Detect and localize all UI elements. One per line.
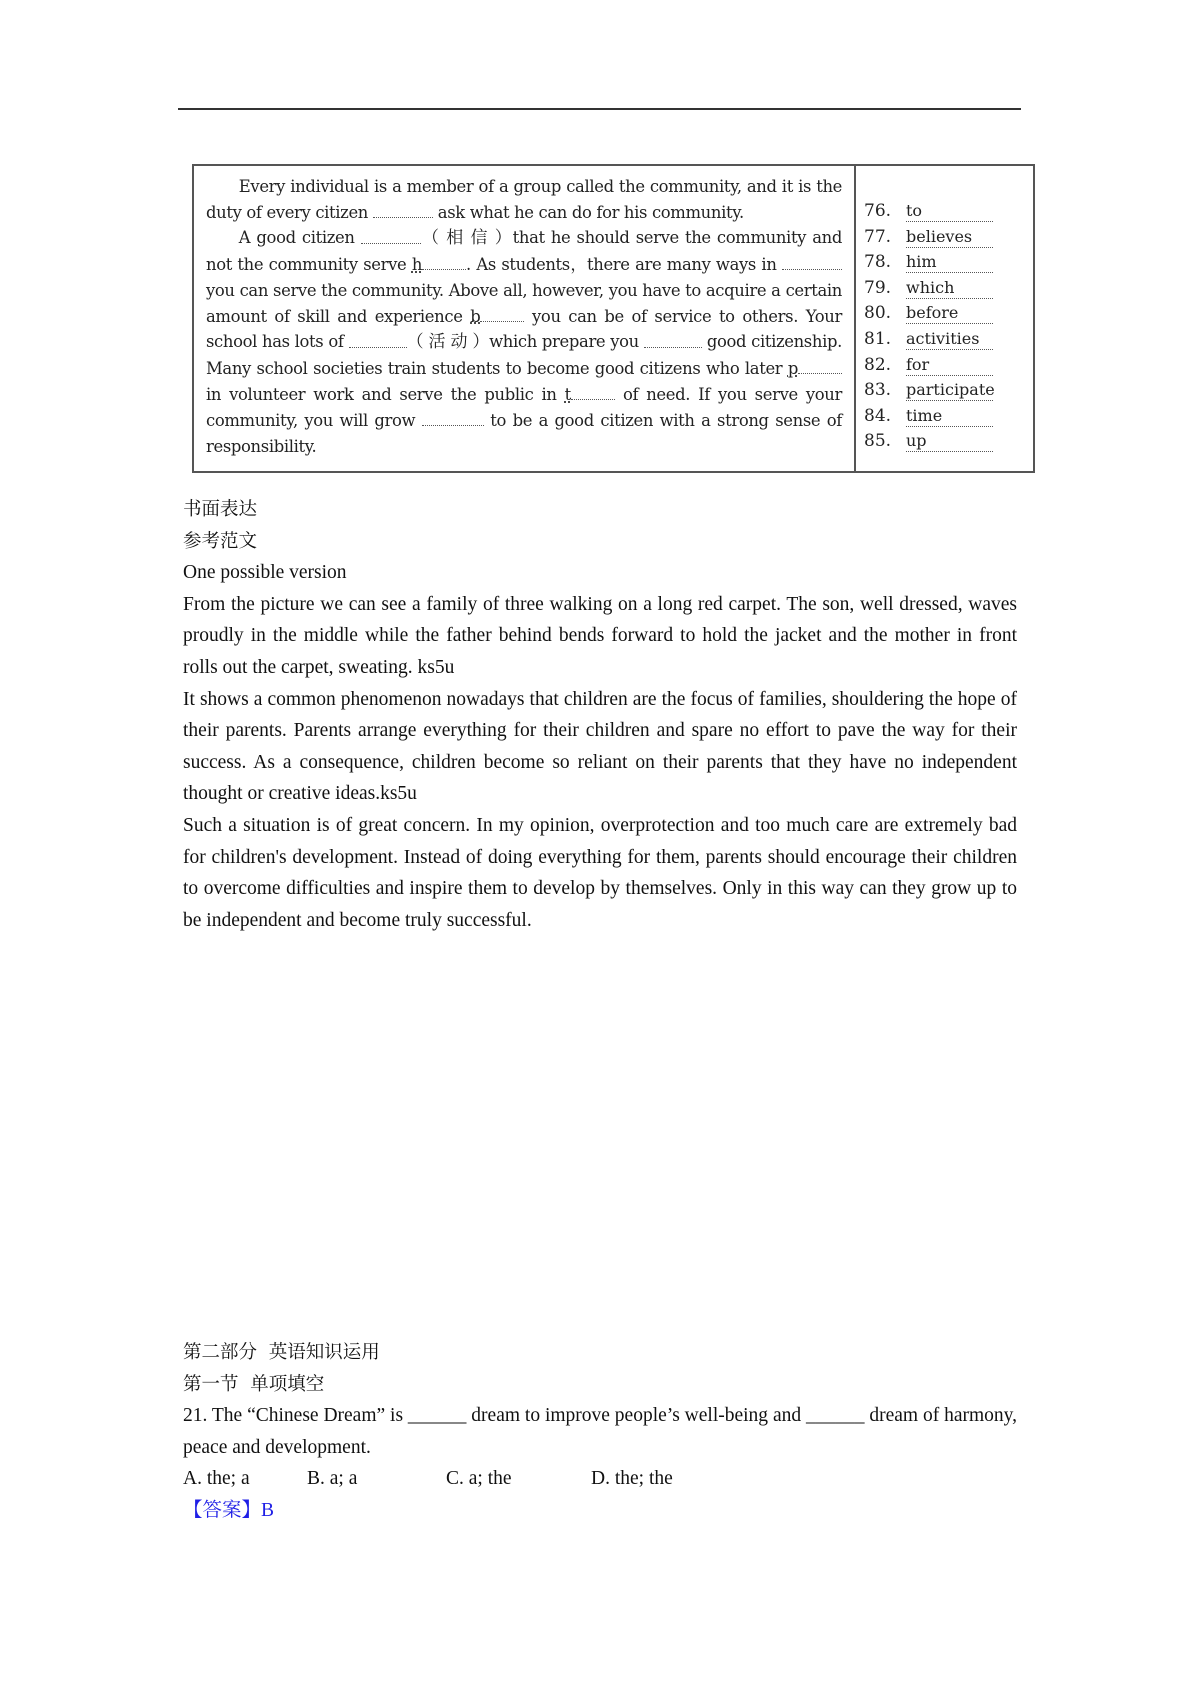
answer-row: 85. up bbox=[864, 429, 993, 455]
cloze-paragraph-2: A good citizen （ 相 信 ）that he should serve the community and not the community serve h . As students，there are many ways in you can serve the community. Above all, however, you have to acquire a certain amount of skill and experience b you can be of service to others. Your school has lots of （ 活 动 ）which prepare you good citizenship. Many school societies train students to become good citizens who later p in volunteer work and serve the public in t of need. If you serve your community, you will grow to be a good citizen with a strong sense of responsibility. bbox=[206, 225, 842, 459]
blank-78 bbox=[422, 252, 466, 270]
prefix-84: t bbox=[564, 385, 571, 405]
cloze-passage bbox=[206, 174, 842, 459]
option-c: C. a; the bbox=[446, 1468, 512, 1490]
header-rule bbox=[178, 108, 1021, 110]
essay-paragraph: From the picture we can see a family of three walking on a long red carpet. The son, well dressed, waves proudly in the middle while the father behind bends forward to hold the jacket and the mother in front rolls out the carpet, sweating. ks5u bbox=[183, 593, 1017, 678]
answer-list bbox=[864, 199, 993, 455]
chinese-hint: （ 活 动 ） bbox=[406, 332, 490, 353]
prefix-83: p bbox=[787, 359, 798, 379]
answer-row: 79. which bbox=[864, 276, 993, 302]
section-heading: 书面表达 bbox=[183, 499, 258, 520]
prefix-78: h bbox=[411, 255, 423, 275]
option-b: B. a; a bbox=[307, 1468, 358, 1490]
answer-row: 77. believes bbox=[864, 225, 993, 251]
answer-options bbox=[183, 1463, 1017, 1495]
version-label: One possible version bbox=[183, 562, 347, 584]
blank-85 bbox=[422, 408, 484, 426]
subsection-heading: 第一节 单项填空 bbox=[183, 1373, 325, 1395]
blank-80 bbox=[480, 304, 524, 322]
answer-row: 83. participate bbox=[864, 380, 995, 401]
writing-section bbox=[183, 494, 1017, 936]
blank-83 bbox=[798, 356, 842, 374]
chinese-hint: （ 相 信 ） bbox=[420, 228, 513, 249]
blank-84 bbox=[571, 382, 615, 400]
answer-row: 80. before bbox=[864, 301, 993, 327]
answer-row: 84. time bbox=[864, 404, 993, 430]
section-subheading: 参考范文 bbox=[183, 530, 258, 552]
option-a: A. the; a bbox=[183, 1468, 250, 1490]
answer-row: 78. him bbox=[864, 250, 993, 276]
blank-76 bbox=[373, 200, 433, 218]
answer-row: 82. for bbox=[864, 353, 993, 379]
prefix-80: b bbox=[470, 306, 481, 326]
question-21: 21. The “Chinese Dream” is ______ dream to improve people’s well-being and ______ dream of harmony, peace and development. bbox=[183, 1405, 1017, 1458]
essay-paragraph: It shows a common phenomenon nowadays that children are the focus of families, shouldering the hope of their parents. Parents arrange everything for their children and spare no effort to pave the way for their success. As a consequence, children become so reliant on their parents that they have no independent thought or creative ideas.ks5u bbox=[183, 688, 1017, 805]
part-heading: 第二部分 英语知识运用 bbox=[183, 1342, 380, 1363]
answer-row: 76. to bbox=[864, 199, 993, 225]
part2-section bbox=[183, 1337, 1017, 1527]
blank-79 bbox=[782, 252, 842, 270]
answer-label: 【答案】B bbox=[183, 1499, 275, 1521]
cloze-paragraph-1: Every individual is a member of a group called the community, and it is the duty of every citizen ask what he can do for his community. bbox=[206, 177, 842, 222]
option-d: D. the; the bbox=[591, 1468, 673, 1490]
answer-row: 81. activities bbox=[864, 327, 993, 353]
column-divider bbox=[854, 166, 856, 471]
cloze-exercise-box bbox=[192, 164, 1035, 473]
essay-paragraph: Such a situation is of great concern. In my opinion, overprotection and too much care are extremely bad for children's development. Instead of doing everything for them, parents should encourage their children to overcome difficulties and inspire them to develop by themselves. Only in this way can they grow up to be independent and become truly successful. bbox=[183, 814, 1017, 931]
blank-82 bbox=[644, 329, 702, 347]
blank-77 bbox=[361, 225, 421, 243]
blank-81 bbox=[349, 329, 407, 347]
